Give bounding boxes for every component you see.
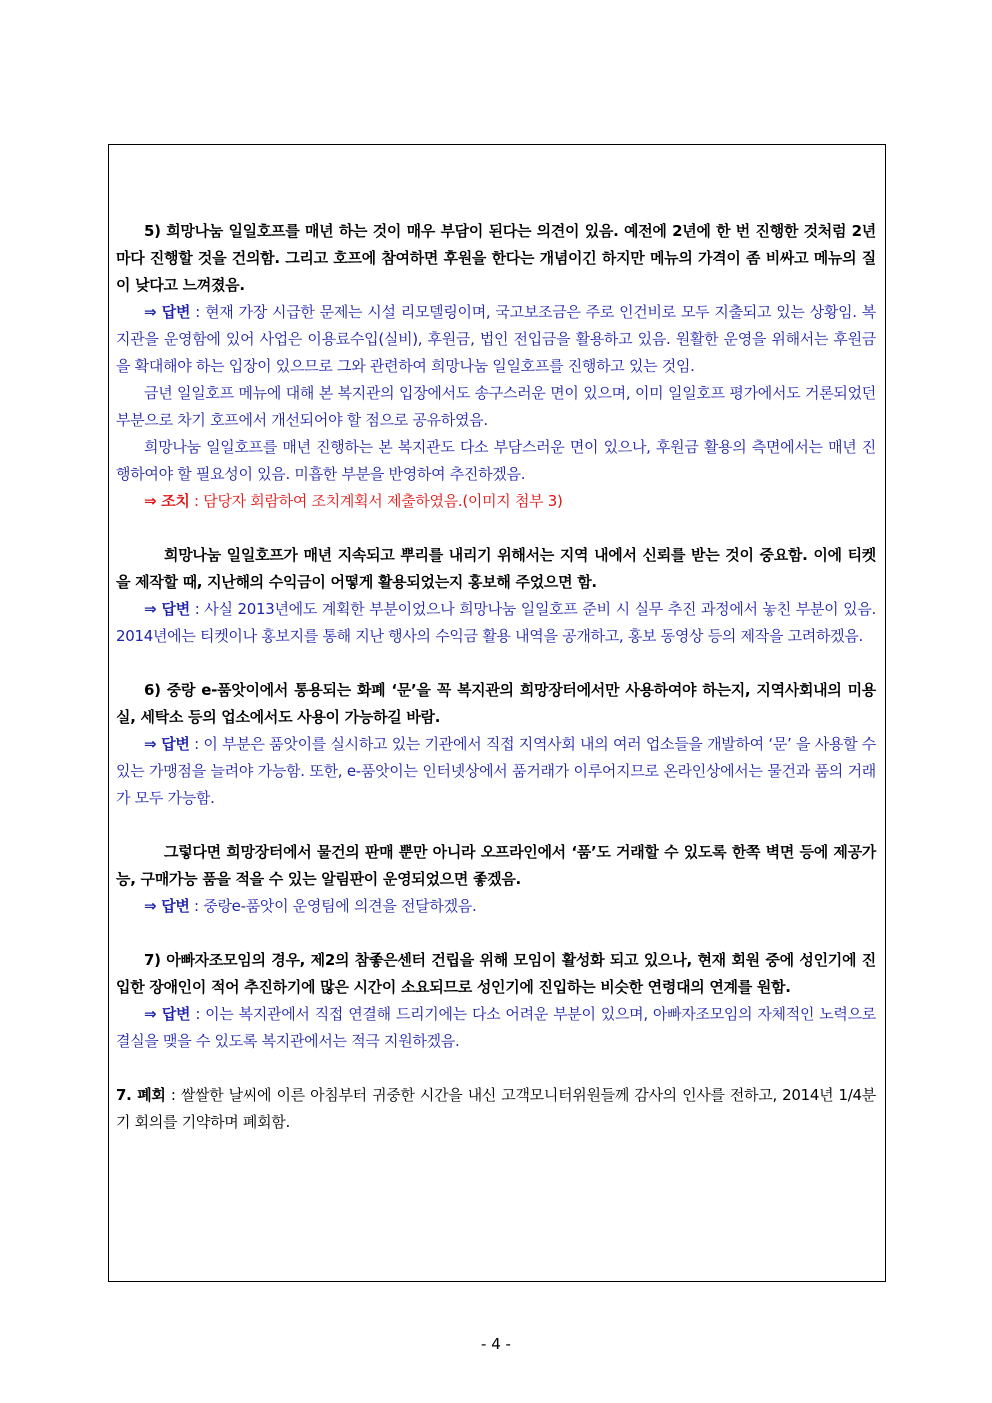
answer-tag: ⇒ 답변 [144,1005,191,1023]
document-body [116,218,876,1136]
answer-5-para2: 금년 일일호프 메뉴에 대해 본 복지관의 입장에서도 송구스러운 면이 있으며, 이미 일일호프 평가에서도 거론되었던 부분으로 차기 호프에서 개선되어야 할 점으로 공유하였음. [116,384,876,429]
action-tag: ⇒ 조치 [144,492,190,510]
answer-6: ⇒ 답변 : 이 부분은 품앗이를 실시하고 있는 기관에서 직접 지역사회 내의 여러 업소들을 개발하여 ‘문’ 을 사용할 수 있는 가맹점을 늘려야 가능함. 또한, e-품앗이는 인터넷상에서 품거래가 이루어지므로 온라인상에서는 물건과 품의 거래가 모두 가능함. [116,735,876,807]
answer-6-followup: ⇒ 답변 : 중랑e-품앗이 운영팀에 의견을 전달하겠음. [144,897,477,915]
question-5-followup: 희망나눔 일일호프가 매년 지속되고 뿌리를 내리기 위해서는 지역 내에서 신뢰를 받는 것이 중요함. 이에 티켓을 제작할 때, 지난해의 수익금이 어떻게 활용되었는지 홍보해 주었으면 함. [116,546,876,591]
answer-5-followup: ⇒ 답변 : 사실 2013년에도 계획한 부분이었으나 희망나눔 일일호프 준비 시 실무 추진 과정에서 놓친 부분이 있음. 2014년에는 티켓이나 홍보지를 통해 지난 행사의 수익금 활용 내역을 공개하고, 홍보 동영상 등의 제작을 고려하겠음. [116,600,876,645]
question-6-followup: 그렇다면 희망장터에서 물건의 판매 뿐만 아니라 오프라인에서 ‘품’도 거래할 수 있도록 한쪽 벽면 등에 제공가능, 구매가능 품을 적을 수 있는 알림판이 운영되었으면 좋겠음. [116,843,876,888]
closing-paragraph: 7. 폐회 : 쌀쌀한 날씨에 이른 아침부터 귀중한 시간을 내신 고객모니터위원들께 감사의 인사를 전하고, 2014년 1/4분기 회의를 기약하며 폐회함. [116,1086,876,1131]
page-number: - 4 - [481,1335,511,1353]
closing-tag: 7. 폐회 [116,1086,166,1104]
answer-tag: ⇒ 답변 [144,897,190,915]
question-7: 7) 아빠자조모임의 경우, 제2의 참좋은센터 건립을 위해 모임이 활성화 되고 있으나, 현재 회원 중에 성인기에 진입한 장애인이 적어 추진하기에 많은 시간이 소요되므로 성인기에 진입하는 비슷한 연령대의 연계를 원함. [116,951,876,996]
action-5: ⇒ 조치 : 담당자 회람하여 조치계획서 제출하였음.(이미지 첨부 3) [144,492,563,510]
answer-5: ⇒ 답변 : 현재 가장 시급한 문제는 시설 리모델링이며, 국고보조금은 주로 인건비로 모두 지출되고 있는 상황임. 복지관을 운영함에 있어 사업은 이용료수입(실비), 후원금, 법인 전입금을 활용하고 있음. 원활한 운영을 위해서는 후원금을 확대해야 하는 입장이 있으므로 그와 관련하여 희망나눔 일일호프를 진행하고 있는 것임. [116,303,876,375]
question-5: 5) 희망나눔 일일호프를 매년 하는 것이 매우 부담이 된다는 의견이 있음. 예전에 2년에 한 번 진행한 것처럼 2년마다 진행할 것을 건의함. 그리고 호프에 참여하면 후원을 한다는 개념이긴 하지만 메뉴의 가격이 좀 비싸고 메뉴의 질이 낮다고 느껴졌음. [116,222,876,294]
answer-tag: ⇒ 답변 [144,735,190,753]
answer-tag: ⇒ 답변 [144,600,190,618]
answer-7: ⇒ 답변 : 이는 복지관에서 직접 연결해 드리기에는 다소 어려운 부분이 있으며, 아빠자조모임의 자체적인 노력으로 결실을 맺을 수 있도록 복지관에서는 적극 지원하겠음. [116,1005,876,1050]
answer-tag: ⇒ 답변 [144,303,191,321]
question-6: 6) 중랑 e-품앗이에서 통용되는 화폐 ‘문’을 꼭 복지관의 희망장터에서만 사용하여야 하는지, 지역사회내의 미용실, 세탁소 등의 업소에서도 사용이 가능하길 바람. [116,681,876,726]
answer-5-para3: 희망나눔 일일호프를 매년 진행하는 본 복지관도 다소 부담스러운 면이 있으나, 후원금 활용의 측면에서는 매년 진행하여야 할 필요성이 있음. 미흡한 부분을 반영하여 추진하겠음. [116,438,876,483]
